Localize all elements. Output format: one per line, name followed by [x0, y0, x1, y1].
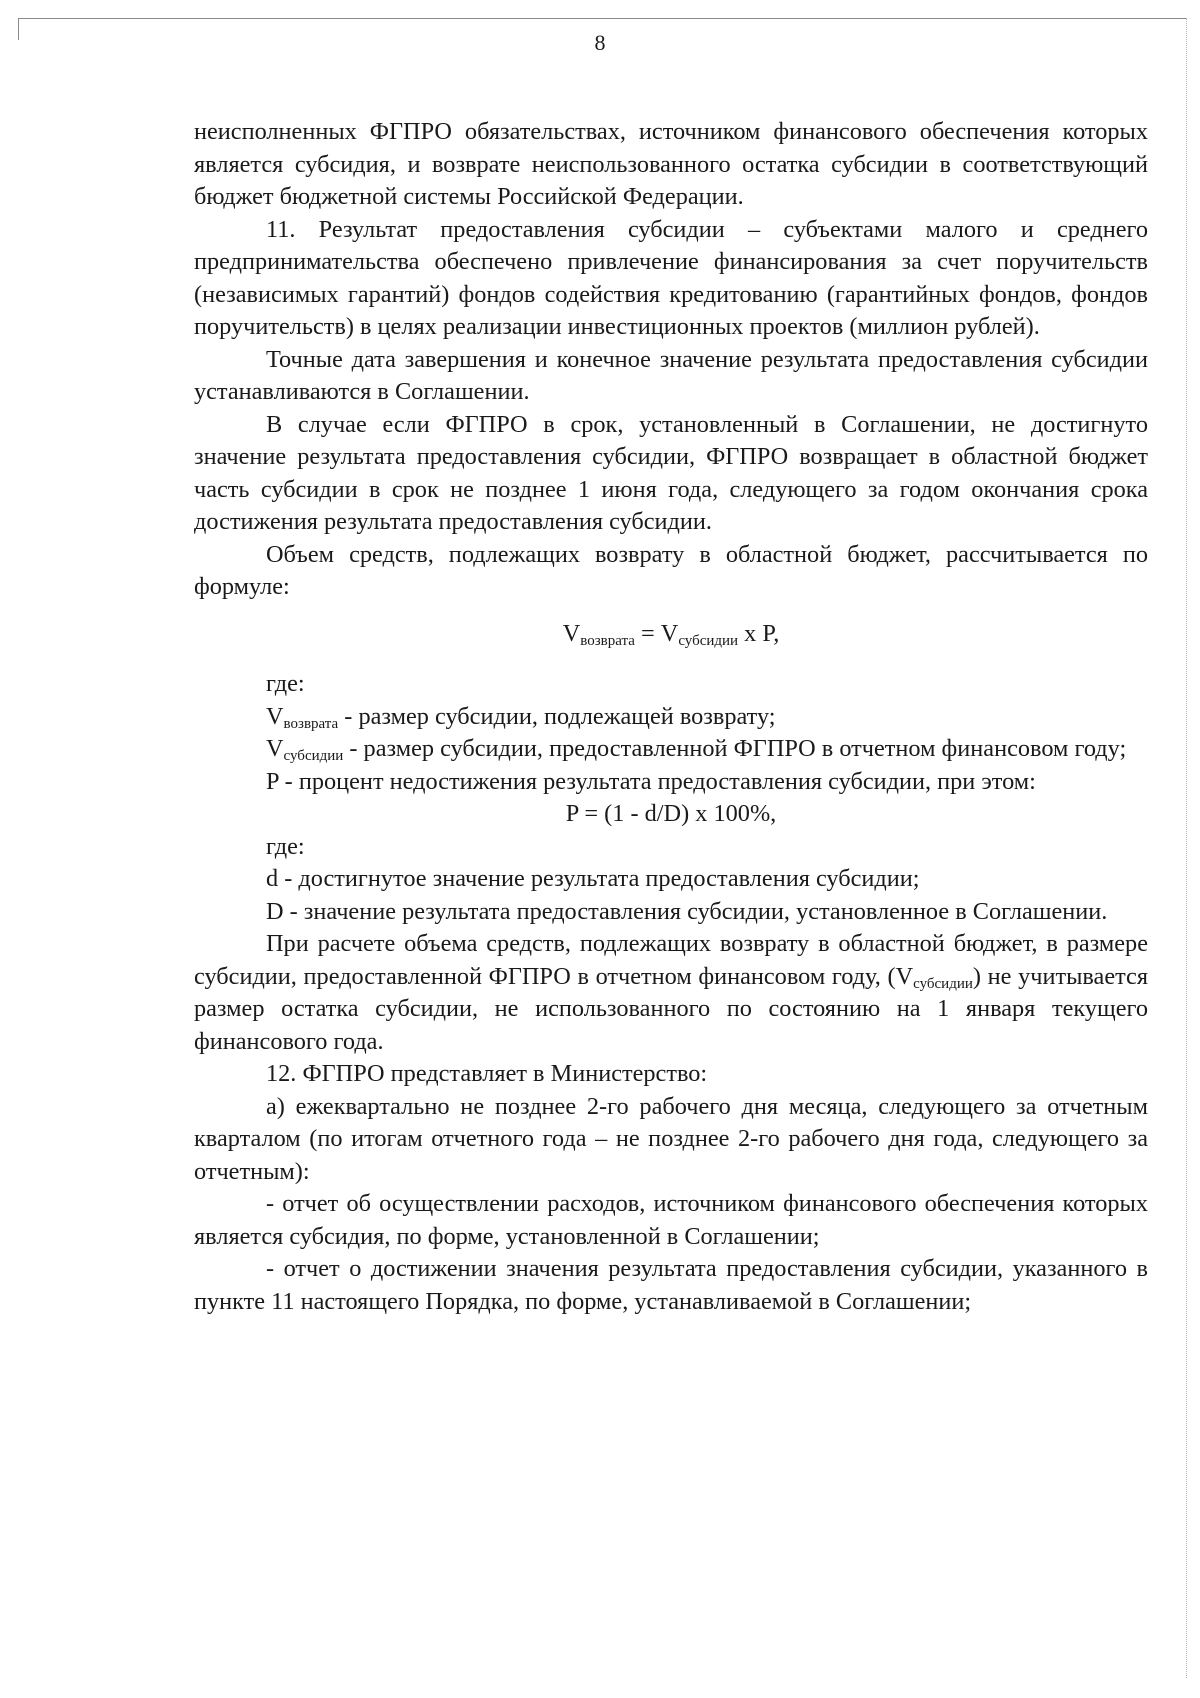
- definition-v-subsidy: $V_{субсидии}$ - размер субсидии, предоставленной ФГПРО в отчетном финансовом году;: [266, 735, 1127, 764]
- formula-v-return: $V_{возврата} = V_{субсидии}$ x P,: [562, 619, 780, 649]
- scan-frame-top-edge: [18, 18, 1186, 19]
- paragraph-return-case: В случае если ФГПРО в срок, установленный в Соглашении, не достигнуто значение результата предоставления субсидии, ФГПРО возвращает в областной бюджет часть субсидии в срок не позднее 1 июня года, следующего за годом окончания срока достижения результата предоставления субсидии.: [194, 410, 1148, 535]
- paragraph-item-12a: а) ежеквартально не позднее 2-го рабочего дня месяца, следующего за отчетным кварталом (по итогам отчетного года – не позднее 2-го рабочего дня года, следующего за отчетным):: [194, 1092, 1148, 1185]
- where-label-2: где:: [266, 832, 305, 860]
- scan-frame-right-edge: [1186, 18, 1187, 1678]
- definition-d-big: D - значение результата предоставления субсидии, установленное в Соглашении.: [266, 897, 1108, 925]
- paragraph-continuation: неисполненных ФГПРО обязательствах, источником финансового обеспечения которых является субсидия, и возврате неиспользованного остатка субсидии в соответствующий бюджет бюджетной системы Российской Федерации.: [194, 118, 1148, 210]
- paragraph-dates: Точные дата завершения и конечное значение результата предоставления субсидии устанавливаются в Соглашении.: [194, 345, 1148, 405]
- document-body: [194, 116, 1148, 1318]
- paragraph-item-11: 11. Результат предоставления субсидии – субъектами малого и среднего предпринимательства обеспечено привлечение финансирования за счет поручительств (независимых гарантий) фондов содействия кредитованию (гарантийных фондов, фондов поручительств) в целях реализации инвестиционных проектов (миллион рублей).: [194, 215, 1148, 340]
- paragraph-volume: Объем средств, подлежащих возврату в областной бюджет, рассчитывается по формуле:: [194, 540, 1148, 600]
- paragraph-item-12: 12. ФГПРО представляет в Министерство:: [266, 1060, 708, 1087]
- definition-p: P - процент недостижения результата предоставления субсидии, при этом:: [266, 767, 1036, 795]
- paragraph-calculation: При расчете объема средств, подлежащих возврату в областной бюджет, в размере субсидии, предоставленной ФГПРО в отчетном финансовом году, $(V_{субсидии})$ не учитывается размер остатка субсидии, не использованного по состоянию на 1 января текущего финансового года.: [194, 930, 1148, 1055]
- definition-v-return: $V_{возврата}$ - размер субсидии, подлежащей возврату;: [266, 702, 776, 732]
- bullet-expense-report: - отчет об осуществлении расходов, источником финансового обеспечения которых является субсидия, по форме, установленной в Соглашении;: [194, 1190, 1148, 1250]
- definition-d-small: d - достигнутое значение результата предоставления субсидии;: [266, 865, 920, 892]
- where-label-1: где:: [266, 670, 305, 697]
- bullet-result-report: - отчет о достижении значения результата предоставления субсидии, указанного в пункте 11 настоящего Порядка, по форме, устанавливаемой в Соглашении;: [194, 1255, 1148, 1315]
- page-number: 8: [594, 30, 606, 55]
- formula-p: P = (1 - d/D) x 100%,: [565, 800, 777, 827]
